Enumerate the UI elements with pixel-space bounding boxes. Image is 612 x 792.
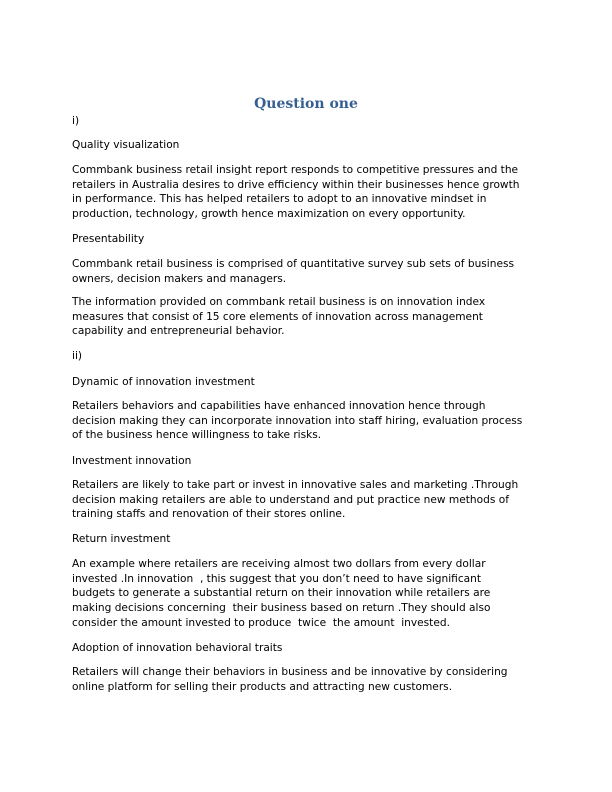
paragraph-line: budgets to generate a substantial return on their innovation while retailers are [72, 587, 491, 600]
paragraph-line: owners, decision makers and managers. [72, 272, 287, 285]
section-marker-i [72, 114, 552, 129]
heading-adoption-of-innovation-behavioral-traits [72, 641, 552, 656]
heading-investment-innovation [72, 454, 552, 469]
paragraph-line: Adoption of innovation behavioral traits [72, 642, 283, 654]
paragraph-line: Retailers are likely to take part or invest in innovative sales and marketing .Through [72, 479, 519, 491]
paragraph-line: of the business hence willingness to take risks. [72, 429, 322, 442]
paragraph-line: production, technology, growth hence maximization on every opportunity. [72, 208, 466, 221]
paragraph-line: online platform for selling their products and attracting new customers. [72, 680, 453, 693]
paragraph-quality-visualization [72, 163, 552, 222]
paragraph-line: making decisions concerning their business based on return .They should also [72, 602, 491, 615]
paragraph-line: Presentability [72, 233, 145, 245]
paragraph-return-investment [72, 557, 552, 631]
paragraph-line: An example where retailers are receiving almost two dollars from every dollar [72, 558, 486, 570]
paragraph-line: Quality visualization [72, 139, 180, 151]
paragraph-line: Dynamic of innovation investment [72, 376, 255, 388]
paragraph-line: The information provided on commbank retail business is on innovation index [72, 296, 486, 308]
paragraph-line: ii) [72, 350, 83, 362]
paragraph-investment-innovation [72, 478, 552, 522]
paragraph-line: Commbank business retail insight report responds to competitive pressures and the [72, 164, 519, 176]
paragraph-line: consider the amount invested to produce twice the amount invested. [72, 616, 450, 629]
section-marker-ii [72, 349, 552, 364]
paragraph-adoption-of-innovation-behavioral-traits [72, 665, 552, 694]
paragraph-dynamic-of-innovation-investment [72, 399, 552, 443]
paragraph-line: Commbank retail business is comprised of quantitative survey sub sets of business [72, 258, 515, 270]
paragraph-line: Investment innovation [72, 455, 192, 467]
paragraph-line: invested .In innovation , this suggest that you don’t need to have significant [72, 572, 482, 585]
paragraph-line: in performance. This has helped retailers to adopt to an innovative mindset in [72, 193, 487, 206]
paragraph-line: capability and entrepreneurial behavior. [72, 325, 285, 338]
paragraph-line: decision making they can incorporate innovation into staff hiring, evaluation process [72, 414, 523, 427]
paragraph-presentability-1 [72, 257, 552, 286]
paragraph-line: training staffs and renovation of their stores online. [72, 508, 346, 521]
paragraph-line: measures that consist of 15 core elements of innovation across management [72, 310, 483, 323]
paragraph-line: decision making retailers are able to understand and put practice new methods of [72, 493, 509, 506]
paragraph-line: Retailers will change their behaviors in business and be innovative by considering [72, 666, 508, 678]
heading-quality-visualization [72, 138, 552, 153]
heading-dynamic-of-innovation-investment [72, 375, 552, 390]
paragraph-line: retailers in Australia desires to drive efficiency within their businesses hence growth [72, 178, 520, 191]
paragraph-line: Return investment [72, 533, 171, 545]
page-title: Question one [254, 96, 358, 112]
heading-presentability [72, 232, 552, 247]
paragraph-line: i) [72, 115, 80, 127]
heading-return-investment [72, 532, 552, 547]
paragraph-presentability-2 [72, 295, 552, 339]
paragraph-line: Retailers behaviors and capabilities have enhanced innovation hence through [72, 400, 486, 412]
